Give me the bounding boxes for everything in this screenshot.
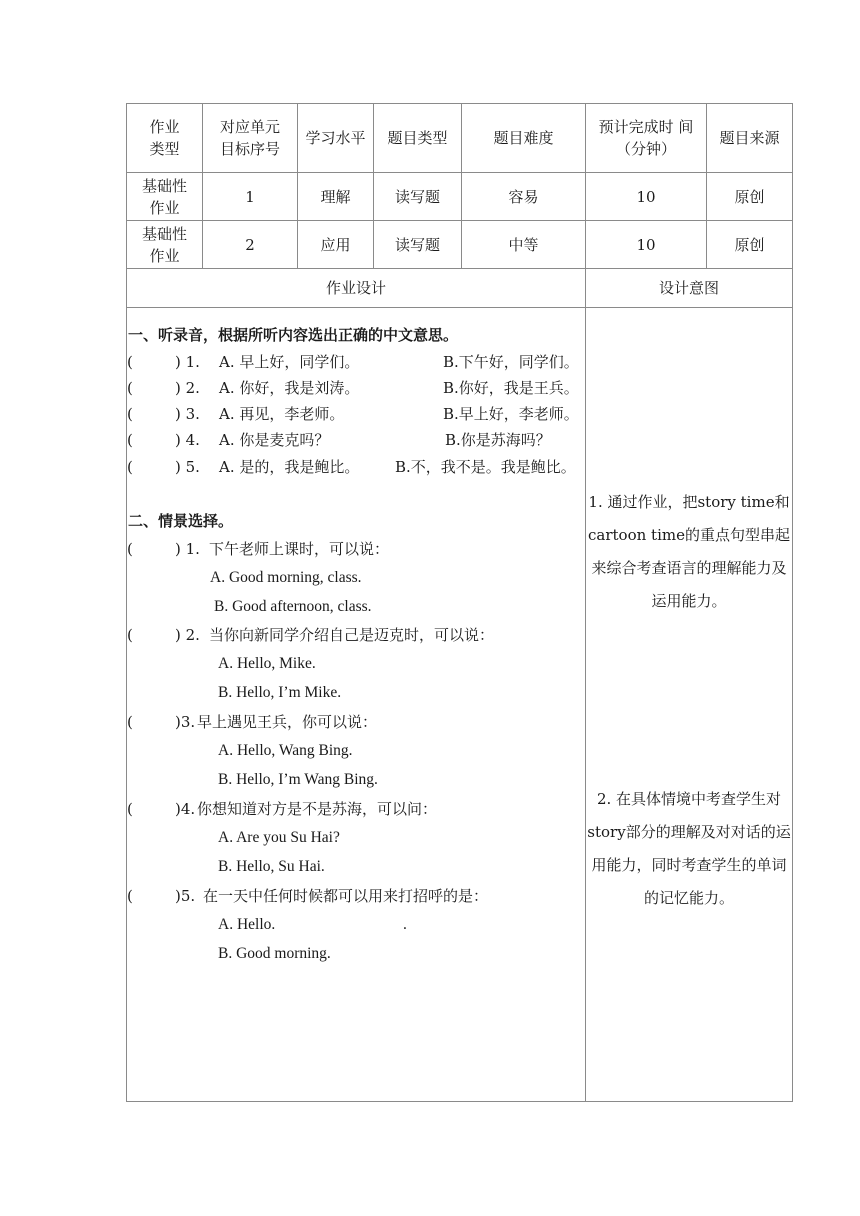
header-level: 学习水平 xyxy=(298,104,374,173)
header-qtype: 题目类型 xyxy=(374,104,462,173)
part2-title: 二、情景选择。 xyxy=(128,512,234,530)
list-item: ( )5. 在一天中任何时候都可以用来打招呼的是： xyxy=(127,887,489,905)
header-time: 预计完成时 间 （分钟） xyxy=(586,104,707,173)
header-difficulty: 题目难度 xyxy=(462,104,586,173)
list-item: ( ) 1. A. 早上好，同学们。 B.下午好，同学们。 xyxy=(127,353,579,371)
option-b: B. Hello, Su Hai. xyxy=(218,858,325,875)
row-difficulty: 中等 xyxy=(462,221,586,269)
option-a: A. Hello. xyxy=(218,916,276,933)
list-item: ( )4. 你想知道对方是不是苏海，可以问： xyxy=(127,800,438,818)
row-time: 10 xyxy=(586,173,707,221)
option-a-dot: . xyxy=(403,916,407,933)
row-level: 理解 xyxy=(298,173,374,221)
list-item: ( ) 3. A. 再见，李老师。 B.早上好，李老师。 xyxy=(127,405,579,423)
design-header: 作业设计 xyxy=(127,269,586,308)
homework-table xyxy=(126,103,793,1102)
section-header-row xyxy=(127,269,793,308)
part1-title: 一、听录音，根据所听内容选出正确的中文意思。 xyxy=(128,326,459,344)
row-time: 10 xyxy=(586,221,707,269)
row-target: 1 xyxy=(203,173,298,221)
row-source: 原创 xyxy=(707,173,793,221)
intent-header: 设计意图 xyxy=(586,269,793,308)
list-item: ( ) 5. A. 是的，我是鲍比。 B.不，我不是。我是鲍比。 xyxy=(127,458,576,476)
table-row xyxy=(127,173,793,221)
option-a: A. Hello, Mike. xyxy=(218,655,316,672)
row-source: 原创 xyxy=(707,221,793,269)
option-b: B. Hello, I’m Wang Bing. xyxy=(218,771,378,788)
row-level: 应用 xyxy=(298,221,374,269)
row-qtype: 读写题 xyxy=(374,221,462,269)
option-b: B. Good morning. xyxy=(218,945,331,962)
list-item: ( ) 4. A. 你是麦克吗？ B.你是苏海吗？ xyxy=(127,431,551,449)
design-content xyxy=(127,308,586,1102)
table-row xyxy=(127,221,793,269)
intent-content xyxy=(586,308,793,1102)
header-source: 题目来源 xyxy=(707,104,793,173)
intent-paragraph-1: 1. 通过作业，把story time和cartoon time的重点句型串起来综合考查语言的理解能力及运用能力。 xyxy=(588,493,790,610)
option-b: B. Hello, I’m Mike. xyxy=(218,684,342,701)
option-a: A. Are you Su Hai? xyxy=(218,829,340,846)
list-item: ( ) 2. 当你向新同学介绍自己是迈克时，可以说： xyxy=(127,626,495,644)
homework-sheet xyxy=(126,103,792,1101)
row-type: 基础性 作业 xyxy=(127,173,203,221)
option-a: A. Hello, Wang Bing. xyxy=(218,742,353,759)
list-item: ( ) 1. 下午老师上课时，可以说： xyxy=(127,540,390,558)
list-item: ( ) 2. A. 你好，我是刘涛。 B.你好，我是王兵。 xyxy=(127,379,579,397)
row-difficulty: 容易 xyxy=(462,173,586,221)
option-b: B. Good afternoon, class. xyxy=(214,598,372,615)
row-qtype: 读写题 xyxy=(374,173,462,221)
row-target: 2 xyxy=(203,221,298,269)
header-target: 对应单元 目标序号 xyxy=(203,104,298,173)
header-type: 作业 类型 xyxy=(127,104,203,173)
option-a: A. Good morning, class. xyxy=(210,569,362,586)
list-item: ( )3. 早上遇见王兵，你可以说： xyxy=(127,713,378,731)
intent-paragraph-2: 2. 在具体情境中考查学生对story部分的理解及对对话的运用能力，同时考查学生的单词的记忆能力。 xyxy=(587,790,791,907)
header-row xyxy=(127,104,793,173)
row-type: 基础性 作业 xyxy=(127,221,203,269)
content-row xyxy=(127,308,793,1102)
